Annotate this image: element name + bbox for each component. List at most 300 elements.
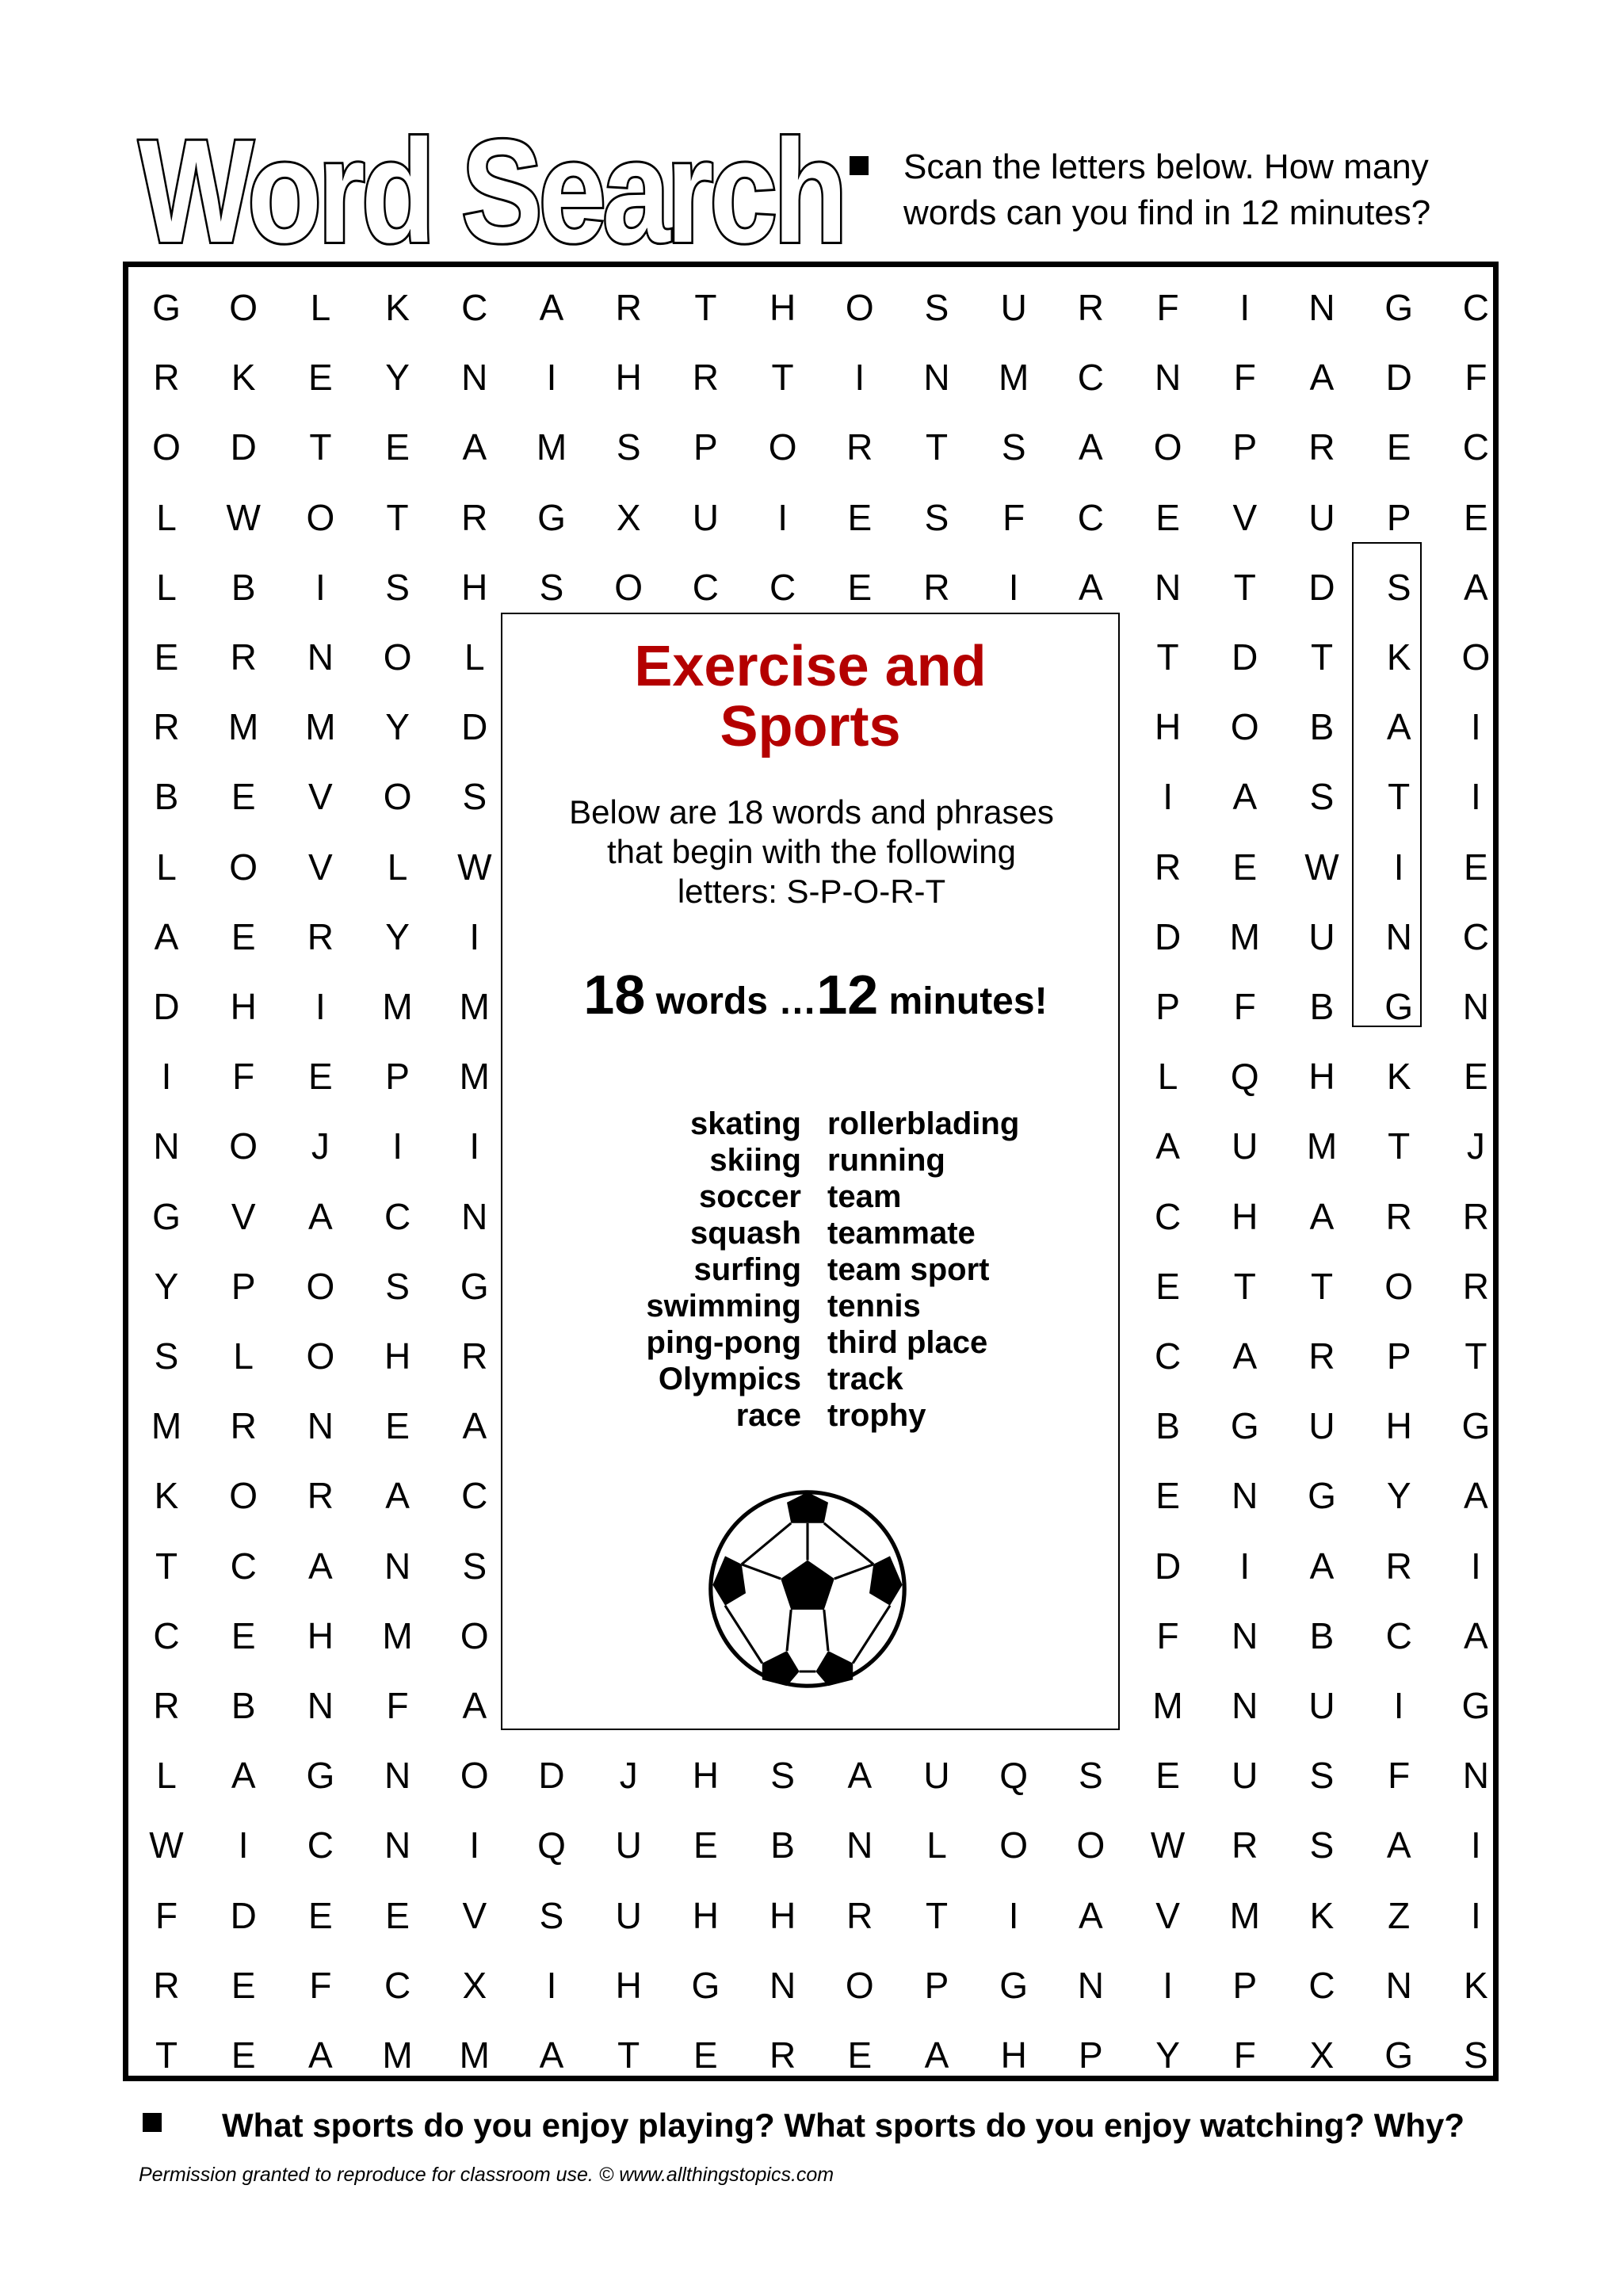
grid-letter[interactable]: I	[392, 1125, 403, 1167]
grid-letter[interactable]: T	[925, 426, 949, 468]
grid-letter[interactable]: V	[1155, 1894, 1180, 1936]
grid-letter[interactable]: K	[1386, 636, 1411, 678]
grid-letter[interactable]: E	[847, 496, 873, 538]
grid-letter[interactable]: A	[1464, 566, 1488, 608]
grid-letter[interactable]: G	[1384, 986, 1414, 1027]
grid-letter[interactable]: B	[231, 1685, 256, 1726]
grid-letter[interactable]: E	[1386, 426, 1411, 468]
grid-letter[interactable]: U	[1308, 1685, 1335, 1726]
grid-letter[interactable]: O	[229, 846, 258, 888]
grid-letter[interactable]: A	[1309, 357, 1335, 399]
grid-letter[interactable]: R	[615, 287, 642, 328]
grid-letter[interactable]: I	[854, 357, 865, 399]
grid-letter[interactable]: T	[771, 357, 794, 399]
grid-letter[interactable]: C	[230, 1545, 257, 1587]
grid-letter[interactable]: D	[153, 986, 180, 1027]
grid-letter[interactable]: F	[1233, 2034, 1256, 2076]
grid-letter[interactable]: I	[469, 915, 480, 957]
grid-letter[interactable]: R	[1077, 287, 1104, 328]
grid-letter[interactable]: T	[1465, 1335, 1487, 1377]
grid-letter[interactable]: P	[1386, 1335, 1411, 1377]
grid-letter[interactable]: I	[1471, 776, 1481, 818]
grid-letter[interactable]: U	[615, 1894, 642, 1936]
grid-letter[interactable]: C	[769, 566, 796, 608]
grid-letter[interactable]: N	[1232, 1475, 1258, 1517]
grid-letter[interactable]: Y	[385, 357, 410, 399]
grid-letter[interactable]: D	[538, 1755, 565, 1797]
grid-letter[interactable]: S	[770, 1755, 795, 1797]
grid-letter[interactable]: L	[1157, 1056, 1178, 1098]
grid-letter[interactable]: H	[1308, 1056, 1335, 1098]
grid-letter[interactable]: L	[156, 1755, 177, 1797]
grid-letter[interactable]: O	[460, 1614, 489, 1656]
grid-letter[interactable]: N	[384, 1755, 411, 1797]
grid-letter[interactable]: G	[1461, 1685, 1491, 1726]
grid-letter[interactable]: A	[539, 2034, 564, 2076]
grid-letter[interactable]: N	[1232, 1614, 1258, 1656]
grid-letter[interactable]: B	[1309, 706, 1335, 748]
grid-letter[interactable]: F	[1233, 986, 1256, 1027]
grid-letter[interactable]: H	[1385, 1405, 1412, 1447]
grid-letter[interactable]: R	[1462, 1195, 1489, 1237]
grid-letter[interactable]: A	[1155, 1125, 1180, 1167]
grid-letter[interactable]: E	[693, 2034, 718, 2076]
grid-letter[interactable]: C	[1154, 1195, 1182, 1237]
grid-letter[interactable]: I	[1393, 1685, 1404, 1726]
grid-letter[interactable]: G	[1461, 1405, 1491, 1447]
grid-letter[interactable]: R	[307, 1475, 334, 1517]
grid-letter[interactable]: N	[923, 357, 950, 399]
grid-letter[interactable]: M	[1152, 1685, 1183, 1726]
grid-letter[interactable]: C	[461, 1475, 488, 1517]
grid-letter[interactable]: A	[1079, 1894, 1103, 1936]
grid-letter[interactable]: O	[845, 1964, 874, 2006]
grid-letter[interactable]: Y	[385, 706, 410, 748]
grid-letter[interactable]: A	[1386, 1824, 1411, 1866]
grid-letter[interactable]: O	[1153, 426, 1182, 468]
grid-letter[interactable]: G	[152, 1195, 181, 1237]
grid-letter[interactable]: W	[457, 846, 492, 888]
grid-letter[interactable]: K	[1386, 1056, 1411, 1098]
grid-letter[interactable]: F	[1156, 287, 1179, 328]
grid-letter[interactable]: W	[1304, 846, 1339, 888]
grid-letter[interactable]: N	[307, 1405, 334, 1447]
grid-letter[interactable]: F	[309, 1964, 332, 2006]
grid-letter[interactable]: F	[232, 1056, 255, 1098]
grid-letter[interactable]: O	[845, 287, 874, 328]
grid-letter[interactable]: U	[1232, 1125, 1258, 1167]
grid-letter[interactable]: E	[1155, 1265, 1180, 1307]
grid-letter[interactable]: J	[311, 1125, 330, 1167]
grid-letter[interactable]: L	[233, 1335, 254, 1377]
grid-letter[interactable]: H	[692, 1894, 719, 1936]
grid-letter[interactable]: A	[231, 1755, 256, 1797]
grid-letter[interactable]: C	[1154, 1335, 1182, 1377]
grid-letter[interactable]: A	[308, 1195, 333, 1237]
grid-letter[interactable]: N	[1385, 1964, 1412, 2006]
grid-letter[interactable]: O	[999, 1824, 1029, 1866]
grid-letter[interactable]: E	[231, 1614, 256, 1656]
grid-letter[interactable]: A	[462, 1685, 487, 1726]
grid-letter[interactable]: U	[1308, 496, 1335, 538]
grid-letter[interactable]: B	[154, 776, 179, 818]
grid-letter[interactable]: G	[1384, 287, 1414, 328]
grid-letter[interactable]: L	[387, 846, 408, 888]
grid-letter[interactable]: A	[1464, 1614, 1488, 1656]
grid-letter[interactable]: M	[1306, 1125, 1338, 1167]
grid-letter[interactable]: X	[1309, 2034, 1335, 2076]
grid-letter[interactable]: V	[308, 846, 333, 888]
grid-letter[interactable]: W	[226, 496, 261, 538]
grid-letter[interactable]: E	[847, 2034, 873, 2076]
grid-letter[interactable]: S	[539, 1894, 564, 1936]
grid-letter[interactable]: H	[461, 566, 488, 608]
grid-letter[interactable]: G	[460, 1265, 489, 1307]
grid-letter[interactable]: N	[307, 1685, 334, 1726]
grid-letter[interactable]: B	[1155, 1405, 1180, 1447]
grid-letter[interactable]: C	[384, 1964, 411, 2006]
grid-letter[interactable]: U	[1000, 287, 1027, 328]
grid-letter[interactable]: L	[310, 287, 331, 328]
grid-letter[interactable]: F	[1233, 357, 1256, 399]
grid-letter[interactable]: T	[155, 2034, 178, 2076]
grid-letter[interactable]: E	[693, 1824, 718, 1866]
grid-letter[interactable]: T	[694, 287, 717, 328]
grid-letter[interactable]: I	[1471, 1824, 1481, 1866]
grid-letter[interactable]: A	[1464, 1475, 1488, 1517]
grid-letter[interactable]: O	[229, 1125, 258, 1167]
grid-letter[interactable]: R	[461, 496, 488, 538]
grid-letter[interactable]: R	[692, 357, 719, 399]
grid-letter[interactable]: H	[1000, 2034, 1027, 2076]
grid-letter[interactable]: O	[1076, 1824, 1106, 1866]
grid-letter[interactable]: N	[1232, 1685, 1258, 1726]
grid-letter[interactable]: R	[307, 915, 334, 957]
grid-letter[interactable]: X	[616, 496, 641, 538]
grid-letter[interactable]: O	[306, 1265, 335, 1307]
grid-letter[interactable]: R	[153, 1685, 180, 1726]
grid-letter[interactable]: O	[1384, 1265, 1414, 1307]
grid-letter[interactable]: G	[999, 1964, 1029, 2006]
grid-letter[interactable]: E	[308, 1056, 333, 1098]
grid-letter[interactable]: D	[230, 1894, 257, 1936]
grid-letter[interactable]: D	[230, 426, 257, 468]
grid-letter[interactable]: R	[1308, 426, 1335, 468]
grid-letter[interactable]: C	[1385, 1614, 1412, 1656]
grid-letter[interactable]: U	[615, 1824, 642, 1866]
grid-letter[interactable]: I	[1008, 1894, 1019, 1936]
grid-letter[interactable]: I	[469, 1824, 480, 1866]
grid-letter[interactable]: R	[1385, 1545, 1412, 1587]
grid-letter[interactable]: R	[1154, 846, 1182, 888]
grid-letter[interactable]: K	[1464, 1964, 1488, 2006]
grid-letter[interactable]: H	[384, 1335, 411, 1377]
grid-letter[interactable]: I	[1163, 776, 1173, 818]
grid-letter[interactable]: X	[462, 1964, 487, 2006]
grid-letter[interactable]: F	[1465, 357, 1487, 399]
grid-letter[interactable]: E	[1464, 846, 1488, 888]
grid-letter[interactable]: N	[1462, 1755, 1489, 1797]
grid-letter[interactable]: F	[155, 1894, 178, 1936]
grid-letter[interactable]: O	[1461, 636, 1491, 678]
grid-letter[interactable]: T	[925, 1894, 949, 1936]
grid-letter[interactable]: I	[238, 1824, 249, 1866]
grid-letter[interactable]: G	[306, 1755, 335, 1797]
grid-letter[interactable]: I	[1163, 1964, 1173, 2006]
grid-letter[interactable]: O	[614, 566, 643, 608]
grid-letter[interactable]: V	[231, 1195, 256, 1237]
grid-letter[interactable]: M	[382, 986, 413, 1027]
grid-letter[interactable]: U	[923, 1755, 950, 1797]
grid-letter[interactable]: H	[769, 1894, 796, 1936]
grid-letter[interactable]: I	[1471, 706, 1481, 748]
grid-letter[interactable]: D	[1385, 357, 1412, 399]
grid-letter[interactable]: E	[1232, 846, 1258, 888]
grid-letter[interactable]: S	[385, 566, 410, 608]
grid-letter[interactable]: K	[231, 357, 256, 399]
grid-letter[interactable]: M	[459, 1056, 490, 1098]
grid-letter[interactable]: P	[1232, 426, 1258, 468]
grid-letter[interactable]: R	[1232, 1824, 1258, 1866]
grid-letter[interactable]: P	[924, 1964, 949, 2006]
grid-letter[interactable]: Y	[1386, 1475, 1411, 1517]
grid-letter[interactable]: C	[461, 287, 488, 328]
grid-letter[interactable]: I	[1008, 566, 1019, 608]
grid-letter[interactable]: N	[1077, 1964, 1104, 2006]
grid-letter[interactable]: P	[1079, 2034, 1103, 2076]
grid-letter[interactable]: N	[1154, 566, 1182, 608]
grid-letter[interactable]: P	[1232, 1964, 1258, 2006]
grid-letter[interactable]: M	[151, 1405, 182, 1447]
grid-letter[interactable]: Q	[537, 1824, 566, 1866]
grid-letter[interactable]: R	[230, 1405, 257, 1447]
grid-letter[interactable]: W	[149, 1824, 184, 1866]
grid-letter[interactable]: A	[308, 1545, 333, 1587]
grid-letter[interactable]: B	[770, 1824, 795, 1866]
grid-letter[interactable]: A	[385, 1475, 410, 1517]
grid-letter[interactable]: K	[385, 287, 410, 328]
grid-letter[interactable]: C	[384, 1195, 411, 1237]
grid-letter[interactable]: E	[1464, 496, 1488, 538]
grid-letter[interactable]: O	[152, 426, 181, 468]
grid-letter[interactable]: A	[462, 426, 487, 468]
grid-letter[interactable]: H	[769, 287, 796, 328]
grid-letter[interactable]: H	[1154, 706, 1182, 748]
grid-letter[interactable]: C	[1462, 915, 1489, 957]
grid-letter[interactable]: S	[1079, 1755, 1103, 1797]
grid-letter[interactable]: G	[537, 496, 566, 538]
grid-letter[interactable]: I	[1471, 1545, 1481, 1587]
grid-letter[interactable]: N	[307, 636, 334, 678]
grid-letter[interactable]: I	[1239, 1545, 1251, 1587]
grid-letter[interactable]: M	[382, 2034, 413, 2076]
grid-letter[interactable]: I	[546, 1964, 557, 2006]
grid-letter[interactable]: L	[156, 846, 177, 888]
grid-letter[interactable]: S	[1309, 1755, 1335, 1797]
grid-letter[interactable]: G	[1230, 1405, 1259, 1447]
grid-letter[interactable]: N	[1154, 357, 1182, 399]
grid-letter[interactable]: S	[1386, 566, 1411, 608]
grid-letter[interactable]: E	[1464, 1056, 1488, 1098]
grid-letter[interactable]: E	[1155, 1755, 1180, 1797]
grid-letter[interactable]: A	[539, 287, 564, 328]
grid-letter[interactable]: E	[385, 426, 410, 468]
grid-letter[interactable]: C	[153, 1614, 180, 1656]
grid-letter[interactable]: O	[1230, 706, 1259, 748]
grid-letter[interactable]: F	[1156, 1614, 1179, 1656]
grid-letter[interactable]: N	[153, 1125, 180, 1167]
grid-letter[interactable]: Y	[1155, 2034, 1180, 2076]
grid-letter[interactable]: F	[1388, 1755, 1411, 1797]
grid-letter[interactable]: Q	[999, 1755, 1029, 1797]
grid-letter[interactable]: D	[1308, 566, 1335, 608]
grid-letter[interactable]: E	[231, 776, 256, 818]
grid-letter[interactable]: L	[464, 636, 485, 678]
grid-letter[interactable]: K	[1309, 1894, 1335, 1936]
grid-letter[interactable]: M	[1229, 915, 1260, 957]
grid-letter[interactable]: O	[229, 1475, 258, 1517]
grid-letter[interactable]: H	[230, 986, 257, 1027]
grid-letter[interactable]: E	[154, 636, 179, 678]
grid-letter[interactable]: L	[156, 566, 177, 608]
grid-letter[interactable]: E	[308, 357, 333, 399]
grid-letter[interactable]: S	[1309, 1824, 1335, 1866]
grid-letter[interactable]: T	[617, 2034, 640, 2076]
grid-letter[interactable]: P	[693, 426, 718, 468]
grid-letter[interactable]: H	[1232, 1195, 1258, 1237]
grid-letter[interactable]: U	[1232, 1755, 1258, 1797]
grid-letter[interactable]: E	[847, 566, 873, 608]
grid-letter[interactable]: A	[308, 2034, 333, 2076]
grid-letter[interactable]: T	[1310, 636, 1334, 678]
grid-letter[interactable]: D	[1154, 1545, 1182, 1587]
grid-letter[interactable]: Y	[154, 1265, 179, 1307]
grid-letter[interactable]: V	[1232, 496, 1258, 538]
grid-letter[interactable]: A	[154, 915, 179, 957]
grid-letter[interactable]: E	[385, 1405, 410, 1447]
grid-letter[interactable]: A	[1232, 776, 1258, 818]
grid-letter[interactable]: L	[926, 1824, 947, 1866]
grid-letter[interactable]: S	[385, 1265, 410, 1307]
grid-letter[interactable]: O	[383, 776, 412, 818]
grid-letter[interactable]: W	[1150, 1824, 1186, 1866]
grid-letter[interactable]: D	[1232, 636, 1258, 678]
grid-letter[interactable]: V	[462, 1894, 487, 1936]
grid-letter[interactable]: R	[1308, 1335, 1335, 1377]
grid-letter[interactable]: A	[1079, 426, 1103, 468]
grid-letter[interactable]: M	[228, 706, 259, 748]
grid-letter[interactable]: L	[156, 496, 177, 538]
grid-letter[interactable]: I	[161, 1056, 172, 1098]
grid-letter[interactable]: C	[1308, 1964, 1335, 2006]
grid-letter[interactable]: V	[308, 776, 333, 818]
grid-letter[interactable]: B	[1309, 986, 1335, 1027]
grid-letter[interactable]: T	[309, 426, 332, 468]
grid-letter[interactable]: I	[315, 566, 326, 608]
grid-letter[interactable]: C	[1077, 357, 1104, 399]
grid-letter[interactable]: N	[461, 357, 488, 399]
grid-letter[interactable]: K	[154, 1475, 179, 1517]
grid-letter[interactable]: N	[384, 1545, 411, 1587]
grid-letter[interactable]: S	[1464, 2034, 1488, 2076]
grid-letter[interactable]: T	[1388, 1125, 1411, 1167]
grid-letter[interactable]: T	[1310, 1265, 1334, 1307]
grid-letter[interactable]: N	[769, 1964, 796, 2006]
grid-letter[interactable]: N	[1385, 915, 1412, 957]
grid-letter[interactable]: O	[306, 496, 335, 538]
grid-letter[interactable]: I	[777, 496, 788, 538]
grid-letter[interactable]: U	[692, 496, 719, 538]
grid-letter[interactable]: M	[536, 426, 567, 468]
grid-letter[interactable]: I	[1393, 846, 1404, 888]
grid-letter[interactable]: R	[846, 426, 873, 468]
grid-letter[interactable]: R	[153, 1964, 180, 2006]
grid-letter[interactable]: R	[769, 2034, 796, 2076]
grid-letter[interactable]: R	[153, 706, 180, 748]
grid-letter[interactable]: I	[469, 1125, 480, 1167]
grid-letter[interactable]: M	[382, 1614, 413, 1656]
grid-letter[interactable]: R	[230, 636, 257, 678]
grid-letter[interactable]: B	[1309, 1614, 1335, 1656]
grid-letter[interactable]: T	[1388, 776, 1411, 818]
grid-letter[interactable]: O	[383, 636, 412, 678]
grid-letter[interactable]: I	[1239, 287, 1251, 328]
grid-letter[interactable]: M	[1229, 1894, 1260, 1936]
grid-letter[interactable]: H	[307, 1614, 334, 1656]
grid-letter[interactable]: S	[924, 287, 949, 328]
grid-letter[interactable]: A	[847, 1755, 873, 1797]
grid-letter[interactable]: C	[307, 1824, 334, 1866]
grid-letter[interactable]: S	[154, 1335, 179, 1377]
grid-letter[interactable]: P	[385, 1056, 410, 1098]
grid-letter[interactable]: O	[460, 1755, 489, 1797]
grid-letter[interactable]: G	[1308, 1475, 1336, 1517]
grid-letter[interactable]: U	[1308, 1405, 1335, 1447]
grid-letter[interactable]: E	[385, 1894, 410, 1936]
grid-letter[interactable]: H	[615, 357, 642, 399]
grid-letter[interactable]: Y	[385, 915, 410, 957]
grid-letter[interactable]: N	[1462, 986, 1489, 1027]
grid-letter[interactable]: F	[1002, 496, 1025, 538]
grid-letter[interactable]: S	[1001, 426, 1026, 468]
grid-letter[interactable]: E	[231, 2034, 256, 2076]
grid-letter[interactable]: O	[229, 287, 258, 328]
grid-letter[interactable]: A	[1309, 1195, 1335, 1237]
grid-letter[interactable]: F	[386, 1685, 409, 1726]
grid-letter[interactable]: T	[386, 496, 409, 538]
grid-letter[interactable]: N	[461, 1195, 488, 1237]
grid-letter[interactable]: S	[462, 1545, 487, 1587]
grid-letter[interactable]: H	[692, 1755, 719, 1797]
grid-letter[interactable]: P	[1386, 496, 1411, 538]
grid-letter[interactable]: A	[1079, 566, 1103, 608]
grid-letter[interactable]: R	[153, 357, 180, 399]
grid-letter[interactable]: E	[231, 1964, 256, 2006]
grid-letter[interactable]: E	[1155, 1475, 1180, 1517]
grid-letter[interactable]: E	[231, 915, 256, 957]
grid-letter[interactable]: U	[1308, 915, 1335, 957]
grid-letter[interactable]: G	[1384, 2034, 1414, 2076]
grid-letter[interactable]: R	[923, 566, 950, 608]
grid-letter[interactable]: M	[305, 706, 336, 748]
grid-letter[interactable]: O	[306, 1335, 335, 1377]
grid-letter[interactable]: A	[1309, 1545, 1335, 1587]
grid-letter[interactable]: J	[619, 1755, 638, 1797]
grid-letter[interactable]: S	[462, 776, 487, 818]
grid-letter[interactable]: J	[1466, 1125, 1485, 1167]
grid-letter[interactable]: N	[384, 1824, 411, 1866]
grid-letter[interactable]: Q	[1230, 1056, 1259, 1098]
